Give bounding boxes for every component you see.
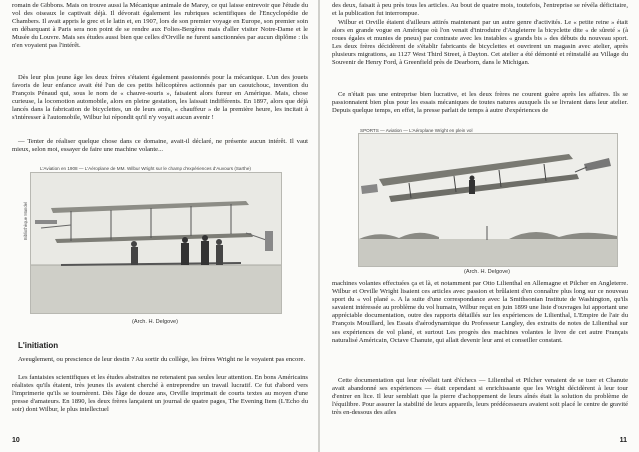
right-page — [320, 0, 639, 452]
photo-credit: (Arch. H. Delgove) — [131, 319, 178, 325]
photo-credit-right: (Arch. H. Delgove) — [463, 269, 510, 275]
biplane-ground-photo — [30, 172, 282, 314]
right-paragraph-4: machines volantes effectuées ça et là, et notamment par Otto Lilienthal en Allemagne et Pilcher en Angleterre. Wilbur et Orville Wright lisaient ces articles avec passion et brûlaient d'en connaître plus long sur ce nouveau sport du « vol plané ». A la suite d'une correspondance avec la Smithsonian Institute de Washington, qu'ils savaient intéressée au problème du vol humain, Wilbur reçut en juin 1899 une liste d'ouvrages lui apportant une appréciable documentation, outre des rapports détaillés sur les expériences de Lilienthal, L'Empire de l'air du François Mouillard, les Essais d'aérodynamique du Professeur Langley, des extraits de notes de Lilienthal sur ses expériences de vol plané, et surtout Les progrès des machines volantes le livre de cet autre Français naturalisé Américain, Octave Chanute, qui allait devenir leur ami et conseiller constant. — [332, 280, 628, 344]
biplane-ground-illustration — [31, 173, 281, 313]
intro-paragraph-2: Dès leur plus jeune âge les deux frères s'étaient également passionnés pour la mécanique. L'un des jouets favoris de leur enfance avait été l'un de ces petits hélicoptères actionnés par un caoutchouc, invention du François Pénaud qui, sous le nom de « chauve-souris », faisaient alors fureur en Amérique. Mais, chose curieuse, la locomotion automobile, alors en pleine gestation, les laissait indifférents. En 1897, alors que déjà lancés dans la fabrication de bicyclettes, un de leurs amis, « chauffeur » de la première heure, les incitait à s'intéresser à l'automobile, Wilbur lui répondit qu'il n'y voyait aucun avenir ! — [12, 74, 308, 122]
photo-caption-top-right: SPORTS — Aviation — L'Aéroplane Wright en plein vol — [360, 128, 473, 133]
biplane-flight-illustration — [359, 134, 617, 266]
page-number-right: 11 — [619, 437, 627, 444]
body-paragraph-1: Aveuglement, ou prescience de leur destin ? Au sortir du collège, les frères Wright ne le voyaient pas encore. — [18, 356, 306, 363]
left-page — [0, 0, 318, 452]
section-heading: L'initiation — [18, 341, 59, 350]
photo-side-caption: Bibliothèque Mandel — [23, 202, 28, 240]
page-number-left: 10 — [12, 437, 20, 444]
photo-caption-top: L'Aviation en 1908 — L'Aéroplane de MM. Wilbur Wright sur le champ d'expériences d'Auvours (Sarthe) — [40, 166, 251, 171]
right-paragraph-5: Cette documentation qui leur révélait tant d'échecs — Lilienthal et Pilcher venaient de se tuer et Chanute avait abandonné ses expériences — était cependant si enrichissante que les Wright décidèrent à leur tour d'entrer en lice. Il leur semblait que la pierre d'achoppement de leurs aînés était la solution du problème de l'équilibre. Pour assurer la stabilité de leurs appareils, leurs prédécesseurs avaient soit placé le centre de gravité très en-dessous des ailes — [332, 377, 628, 417]
biplane-flight-photo — [358, 133, 618, 267]
intro-paragraph-3: — Tenter de réaliser quelque chose dans ce domaine, avait-il déclaré, ne présente aucun intérêt. Il vaut mieux, selon moi, essayer de faire une machine volante... — [12, 138, 308, 154]
body-paragraph-2: Les fantaisies scientifiques et les études abstraites ne retenaient pas seules leur attention. En bons Américains réalistes qu'ils étaient, très jeunes ils avaient cherché à entreprendre un travail lucratif. Ce fut d'abord vers l'imprimerie qu'ils se tournèrent. Dès l'âge de douze ans, Orville imprimait de courts textes au moyen d'une presse d'amateurs. En 1890, les deux frères lançaient un journal de quatre pages, The Evening Item (L'Echo du soir) dont Wilbur, le plus intellectuel — [12, 374, 308, 414]
right-paragraph-3: Ce n'était pas une entreprise bien lucrative, et les deux frères ne courent guère après les affaires. Ils se passionnaient bien plus pour les essais mécaniques de toutes natures auxquels ils se livraient dans leur atelier. Depuis quelque temps, en effet, la presse parlait de temps à autre d'expériences de — [332, 91, 628, 115]
right-paragraph-1: des deux, faisait à peu près tous les articles. Au bout de quatre mois, toutefois, l'entreprise se révéla déficitaire, et la publication fut interrompue. — [332, 2, 628, 18]
intro-paragraph-1: romain de Gibbons. Mais on trouve aussi la Mécanique animale de Marey, ce qui laisse entrevoir que l'étude du vol des oiseaux le captivait déjà. Il dévorait également les rubriques scientifiques de l'Encyclopédie de Chambers. Il avait appris le grec et le latin et, en 1907, lors de son premier voyage en Europe, son premier soin en débarquant à Paris sera non point de se rendre aux Folies-Bergères mais d'aller visiter Notre-Dame et le Musée du Louvre. Mais ses études aussi bien que celles d'Orville ne furent sanctionnées par aucun diplôme : ils n'en voyaient pas l'intérêt. — [12, 2, 308, 50]
right-paragraph-2: Wilbur et Orville étaient d'ailleurs attirés maintenant par un autre genre d'activités. Le « petite reine » était alors en grande vogue en Amérique où l'on venait d'introduire d'Angleterre la bicyclette dite « de sûreté » (à roues égales et munies de pneus) par contraste avec les instables « grands bis » des débuts du nouveau sport. Les deux frères décidèrent de s'établir fabricants de bicyclettes et ouvrirent un magasin avec atelier, après plusieurs migrations, au 1127 West Third Street, à Dayton. Cet atelier a été démonté et réinstallé au Village du Souvenir de Henry Ford, à Greenfield près de Dearborn, dans le Michigan. — [332, 19, 628, 67]
